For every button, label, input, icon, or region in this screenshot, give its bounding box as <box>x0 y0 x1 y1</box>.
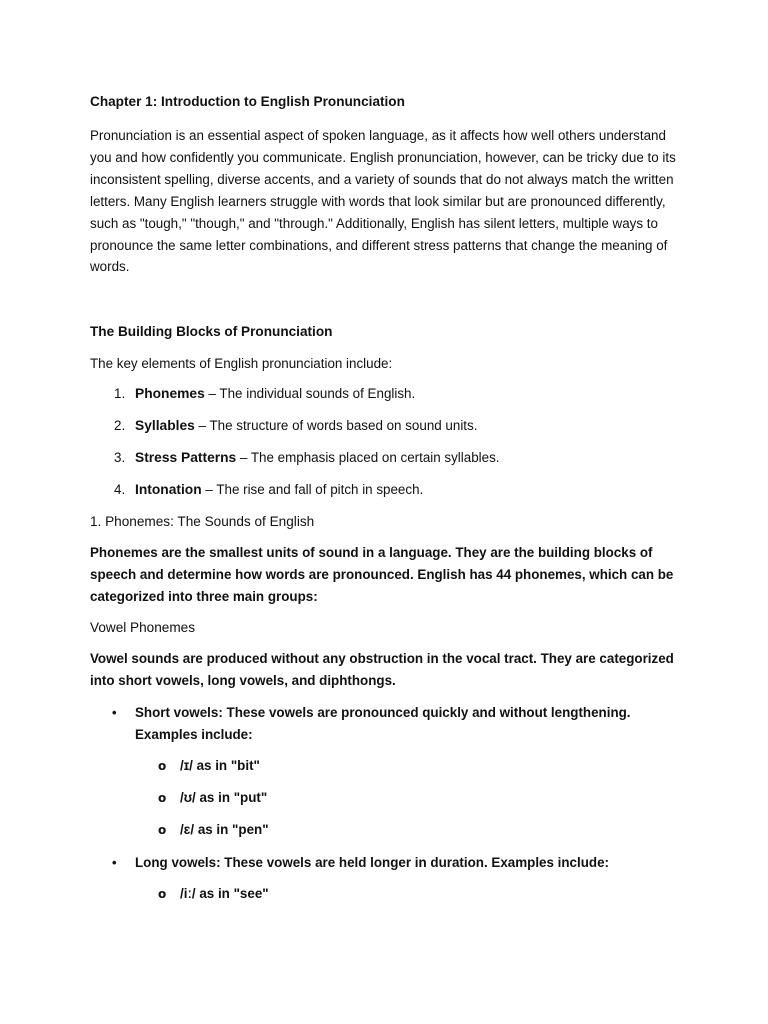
example-item <box>135 820 680 840</box>
example-item <box>135 756 680 776</box>
key-elements-intro: The key elements of English pronunciation include: <box>90 356 393 372</box>
sub-bullet-icon: o <box>158 790 167 805</box>
bullet-icon: • <box>112 704 117 720</box>
example-text: /ɛ/ as in "pen" <box>180 821 269 837</box>
section-title-vowel-phonemes: Vowel Phonemes <box>90 620 196 636</box>
example-text: /iː/ as in "see" <box>180 885 269 901</box>
list-item <box>90 416 680 436</box>
list-number: 3. <box>114 450 126 466</box>
list-description: – The structure of words based on sound units. <box>194 418 478 434</box>
section-title-phonemes: 1. Phonemes: The Sounds of English <box>90 514 315 530</box>
short-vowels-text: Short vowels: These vowels are pronounced quickly and without lengthening. Examples include: <box>135 704 631 742</box>
long-vowel-examples <box>135 884 680 904</box>
list-item <box>90 480 680 500</box>
section-title-building-blocks: The Building Blocks of Pronunciation <box>90 324 333 340</box>
list-item <box>90 384 680 404</box>
list-item <box>90 448 680 468</box>
list-term: Phonemes <box>135 386 205 402</box>
list-description: – The emphasis placed on certain syllables. <box>236 450 500 466</box>
sub-bullet-icon: o <box>158 886 167 901</box>
list-description: – The rise and fall of pitch in speech. <box>201 482 424 498</box>
document-content <box>90 92 680 916</box>
vowel-paragraph: Vowel sounds are produced without any obstruction in the vocal tract. They are categorized into short vowels, long vowels, and diphthongs. <box>90 651 674 688</box>
key-elements-list <box>90 384 680 500</box>
list-number: 1. <box>114 386 126 402</box>
list-number: 2. <box>114 418 126 434</box>
list-term: Intonation <box>135 482 202 498</box>
intro-paragraph: Pronunciation is an essential aspect of spoken language, as it affects how well others understand you and how confidently you communicate. English pronunciation, however, can be tricky due to its inconsistent spelling, diverse accents, and a variety of sounds that do not always match the written letters. Many English learners struggle with words that look similar but are pronounced differently, such as "tough," "though," and "through." Additionally, English has silent letters, multiple ways to pronounce the same letter combinations, and different stress patterns that change the meaning of words. <box>90 128 676 275</box>
sub-bullet-icon: o <box>158 758 167 773</box>
short-vowel-examples <box>135 756 680 840</box>
list-item-short-vowels <box>90 702 680 840</box>
example-item <box>135 884 680 904</box>
example-text: /ɪ/ as in "bit" <box>180 757 260 773</box>
example-text: /ʊ/ as in "put" <box>180 789 268 805</box>
chapter-title: Chapter 1: Introduction to English Pronunciation <box>90 94 405 109</box>
example-item <box>135 788 680 808</box>
bullet-icon: • <box>112 854 117 870</box>
vowel-groups-list <box>90 702 680 904</box>
sub-bullet-icon: o <box>158 822 167 837</box>
list-item-long-vowels <box>90 852 680 904</box>
list-number: 4. <box>114 482 126 498</box>
long-vowels-text: Long vowels: These vowels are held longer in duration. Examples include: <box>135 854 609 870</box>
list-term: Syllables <box>135 418 195 434</box>
list-term: Stress Patterns <box>135 450 237 466</box>
phonemes-paragraph: Phonemes are the smallest units of sound in a language. They are the building blocks of speech and determine how words are pronounced. English has 44 phonemes, which can be categorized into three main groups: <box>90 545 674 605</box>
list-description: – The individual sounds of English. <box>204 386 416 402</box>
